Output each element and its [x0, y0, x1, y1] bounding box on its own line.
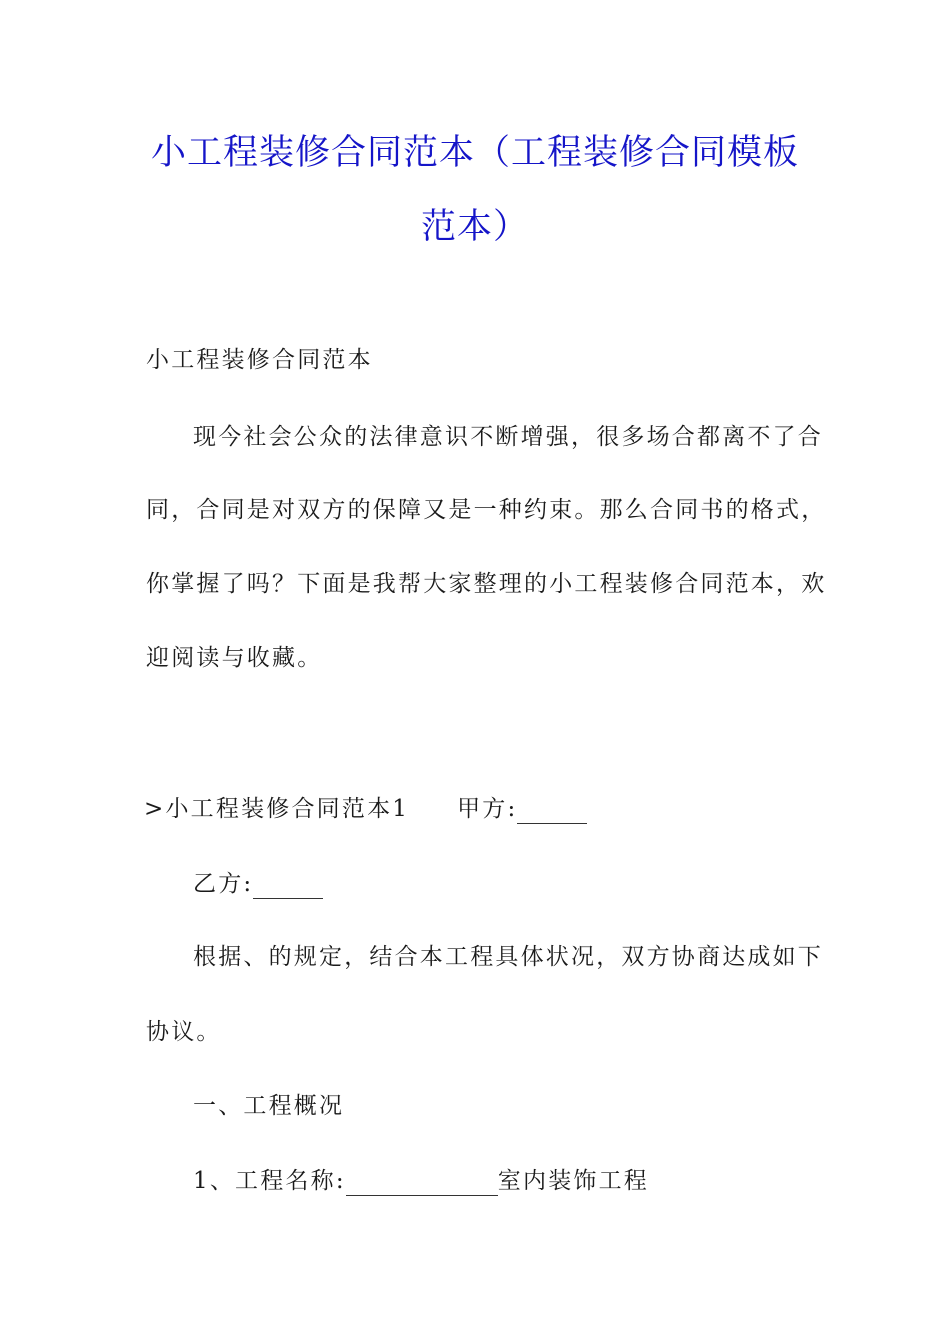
item-1-suffix: 室内装饰工程: [497, 1168, 649, 1194]
basis-line-1: 根据、的规定，结合本工程具体状况，双方协商达成如下: [193, 944, 823, 970]
clause-1-heading: 一、工程概况: [193, 1093, 345, 1119]
party-a-blank: [517, 801, 587, 824]
contract-heading: >小工程装修合同范本1: [144, 796, 410, 822]
intro-line-3: 你掌握了吗？下面是我帮大家整理的小工程装修合同范本，欢: [146, 571, 827, 597]
party-b-row: [193, 869, 323, 899]
party-a-label: 甲方:: [457, 796, 518, 822]
intro-line-4: 迎阅读与收藏。: [146, 645, 323, 671]
contract-heading-row: [144, 794, 587, 824]
item-1-label: 1、工程名称:: [193, 1168, 346, 1194]
project-name-blank: [346, 1173, 498, 1196]
basis-line-2: 协议。: [146, 1019, 222, 1045]
party-b-label: 乙方:: [193, 871, 254, 897]
section-subtitle: 小工程装修合同范本: [146, 347, 373, 373]
intro-line-1: 现今社会公众的法律意识不断增强，很多场合都离不了合: [193, 424, 823, 450]
document-title-line-1: 小工程装修合同范本（工程装修合同模板: [150, 133, 799, 173]
document-title-line-2: 范本）: [420, 207, 529, 247]
item-1-row: [193, 1166, 649, 1196]
party-b-blank: [253, 876, 323, 899]
intro-line-2: 同，合同是对双方的保障又是一种约束。那么合同书的格式，: [146, 497, 827, 523]
